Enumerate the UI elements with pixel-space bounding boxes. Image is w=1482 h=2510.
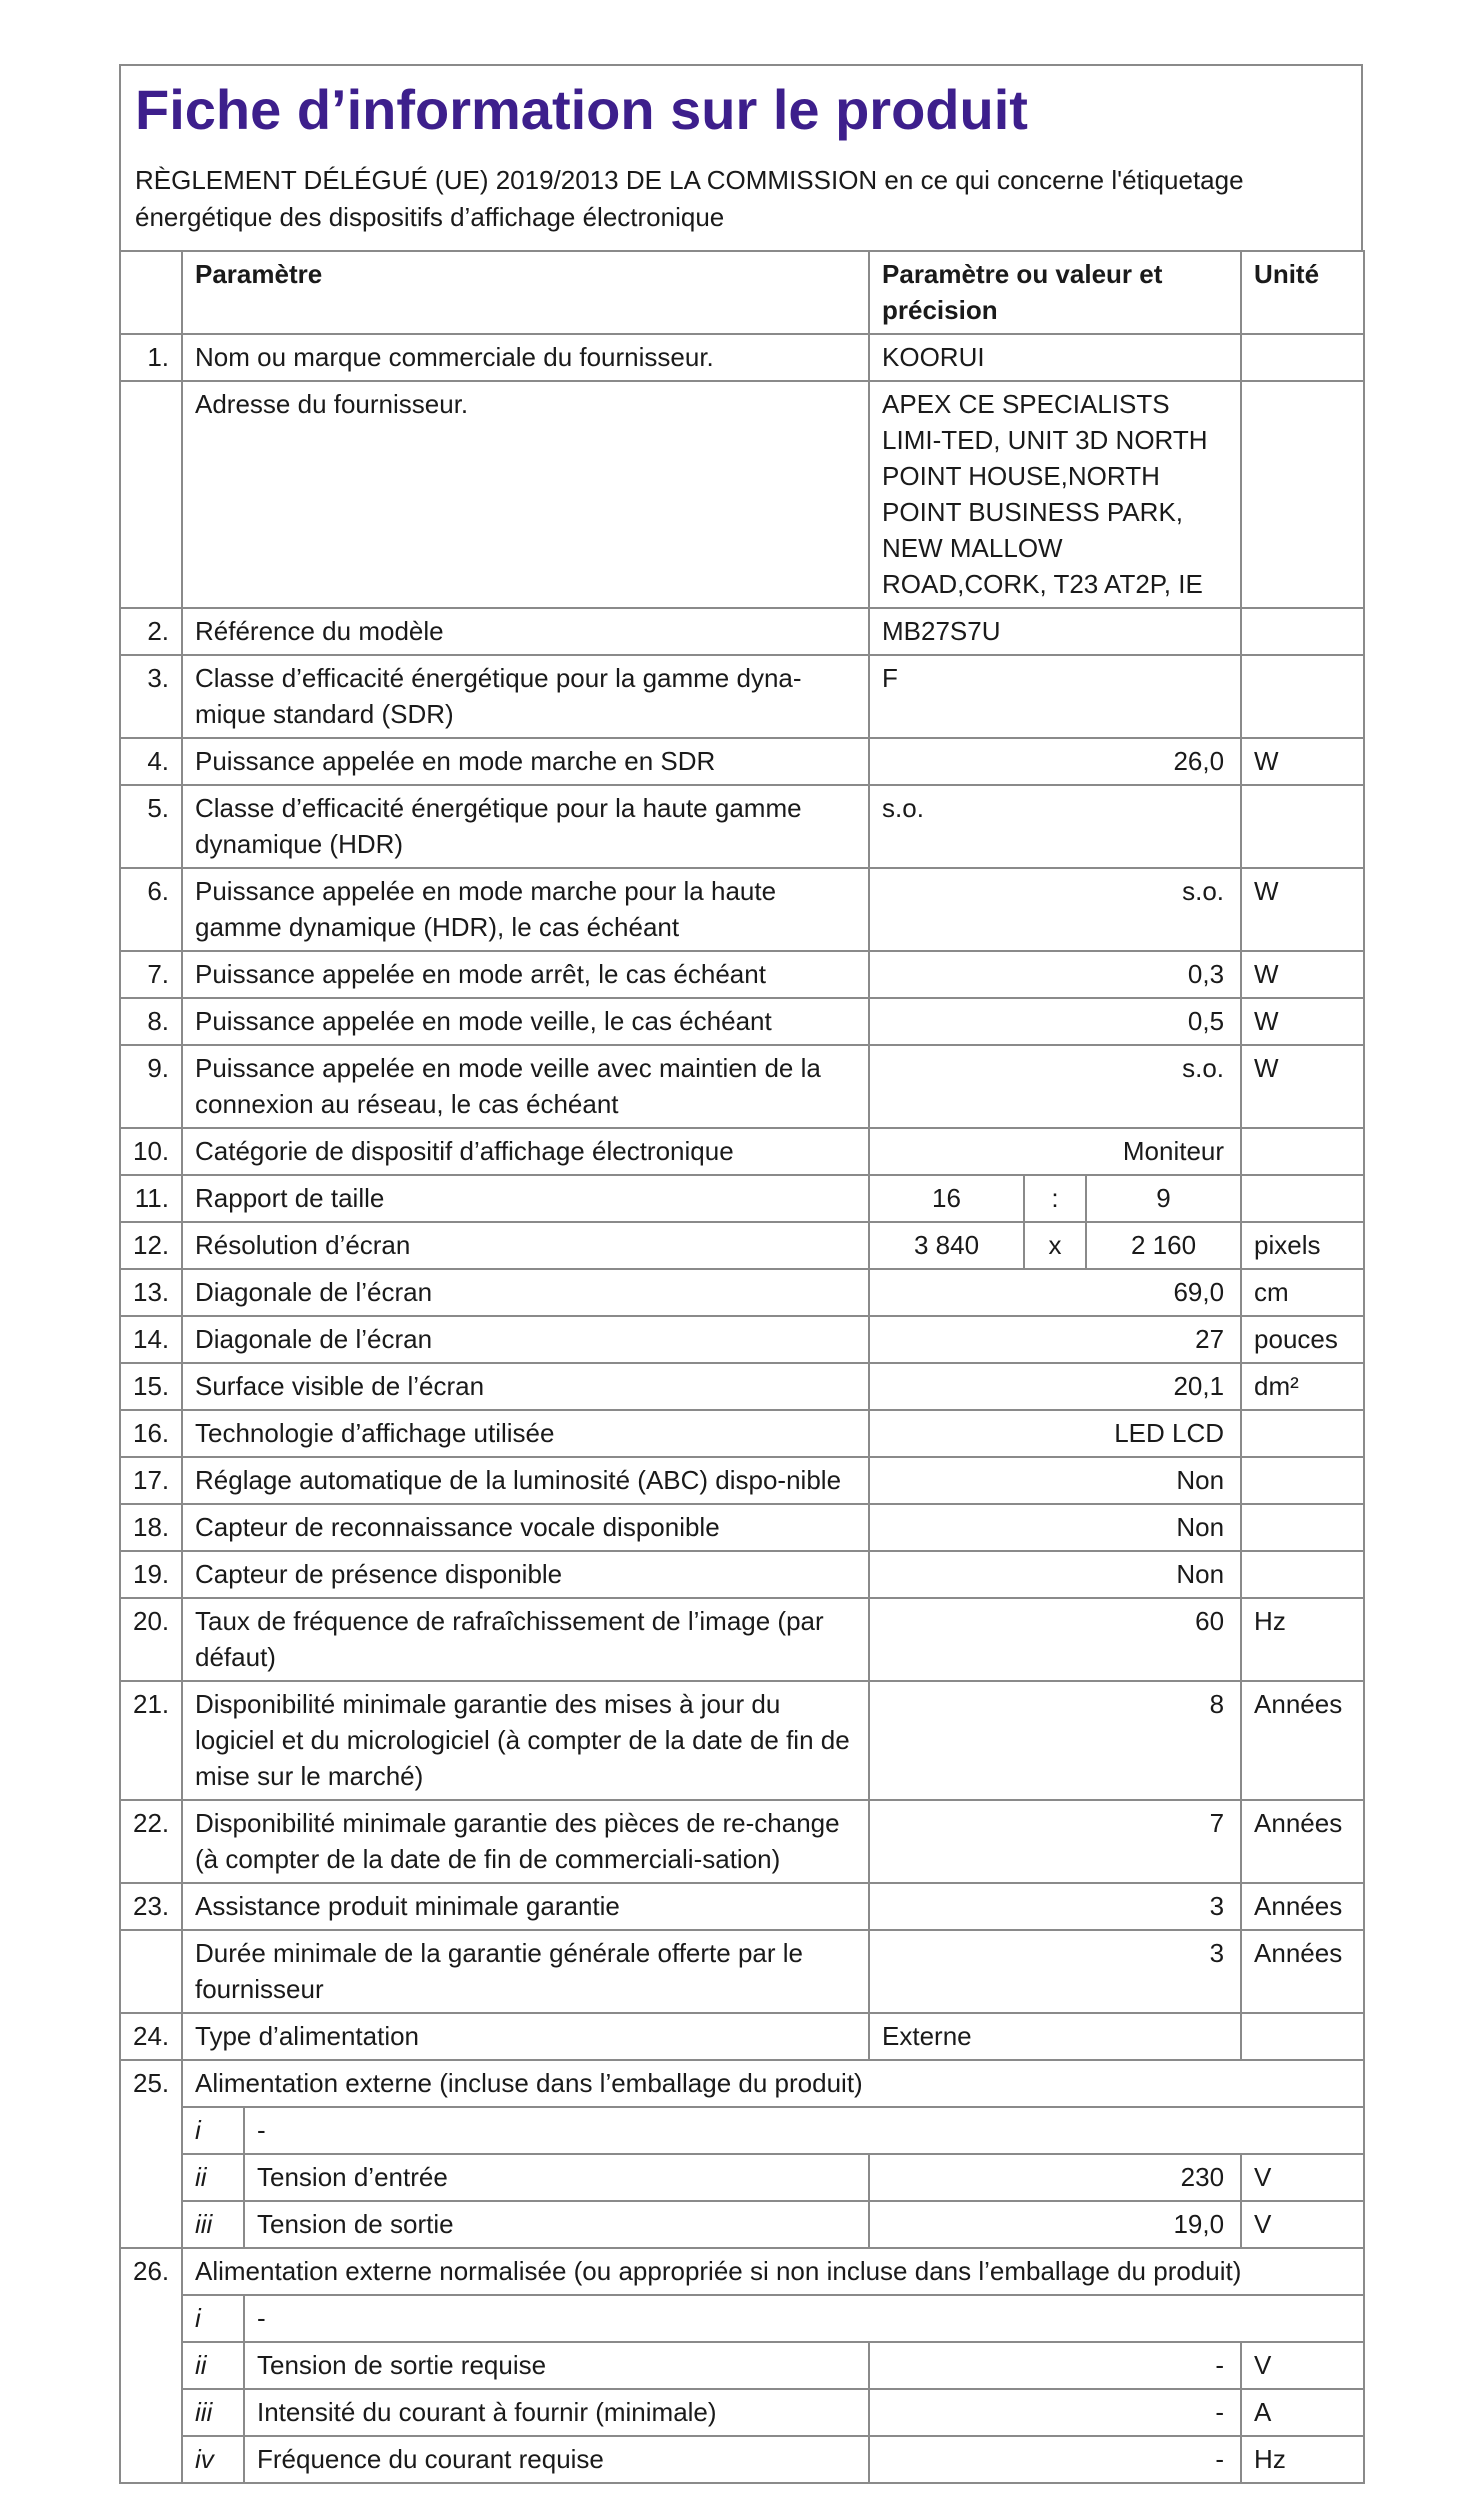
row-number-empty xyxy=(120,2436,182,2483)
row-number: 2. xyxy=(120,608,182,655)
row-number: 26. xyxy=(120,2248,182,2295)
subrow-value: - xyxy=(869,2436,1241,2483)
row-number: 18. xyxy=(120,1504,182,1551)
row-number: 5. xyxy=(120,785,182,868)
row-value: s.o. xyxy=(869,1045,1241,1128)
table-row xyxy=(120,951,1364,998)
header-num-cell xyxy=(120,251,182,334)
row-value: APEX CE SPECIALISTS LIMI-TED, UNIT 3D NORTH POINT HOUSE,NORTH POINT BUSINESS PARK, NEW MALLOW ROAD,CORK, T23 AT2P, IE xyxy=(869,381,1241,608)
row-value: 27 xyxy=(869,1316,1241,1363)
row-number: 16. xyxy=(120,1410,182,1457)
row-number: 22. xyxy=(120,1800,182,1883)
row-unit: pixels xyxy=(1241,1222,1364,1269)
row-parameter: Puissance appelée en mode marche pour la haute gamme dynamique (HDR), le cas échéant xyxy=(182,868,869,951)
row-number: 23. xyxy=(120,1883,182,1930)
subrow-unit: V xyxy=(1241,2342,1364,2389)
row-unit: Années xyxy=(1241,1681,1364,1800)
row-value: s.o. xyxy=(869,868,1241,951)
table-subrow xyxy=(120,2342,1364,2389)
row-number-empty xyxy=(120,2154,182,2201)
table-row xyxy=(120,1175,1364,1222)
subrow-index: iii xyxy=(182,2389,244,2436)
row-value: 0,3 xyxy=(869,951,1241,998)
col-header-unit: Unité xyxy=(1241,251,1364,334)
page-title: Fiche d’information sur le produit xyxy=(135,78,1028,141)
subrow-parameter: - xyxy=(244,2295,1364,2342)
row-value-separator: x xyxy=(1024,1222,1086,1269)
row-unit: W xyxy=(1241,951,1364,998)
row-value: 20,1 xyxy=(869,1363,1241,1410)
col-header-param: Paramètre xyxy=(182,251,869,334)
subrow-unit: V xyxy=(1241,2201,1364,2248)
row-number xyxy=(120,381,182,608)
row-number: 6. xyxy=(120,868,182,951)
row-unit: W xyxy=(1241,738,1364,785)
row-parameter: Classe d’efficacité énergétique pour la haute gamme dynamique (HDR) xyxy=(182,785,869,868)
table-row xyxy=(120,1598,1364,1681)
row-value: 3 xyxy=(869,1930,1241,2013)
row-parameter: Puissance appelée en mode arrêt, le cas échéant xyxy=(182,951,869,998)
row-value: Non xyxy=(869,1504,1241,1551)
row-value: Non xyxy=(869,1457,1241,1504)
row-value: KOORUI xyxy=(869,334,1241,381)
table-body xyxy=(120,251,1364,2483)
row-parameter: Classe d’efficacité énergétique pour la gamme dyna-mique standard (SDR) xyxy=(182,655,869,738)
subrow-parameter: - xyxy=(244,2107,1364,2154)
subrow-value: 230 xyxy=(869,2154,1241,2201)
subrow-value: - xyxy=(869,2389,1241,2436)
subrow-index: i xyxy=(182,2295,244,2342)
row-value: LED LCD xyxy=(869,1410,1241,1457)
row-number: 12. xyxy=(120,1222,182,1269)
row-value: 60 xyxy=(869,1598,1241,1681)
table-row xyxy=(120,1316,1364,1363)
row-unit xyxy=(1241,1504,1364,1551)
row-parameter: Alimentation externe (incluse dans l’emballage du produit) xyxy=(182,2060,1364,2107)
row-number: 17. xyxy=(120,1457,182,1504)
subrow-parameter: Tension de sortie xyxy=(244,2201,869,2248)
table-subrow xyxy=(120,2295,1364,2342)
regulation-subtitle: RÈGLEMENT DÉLÉGUÉ (UE) 2019/2013 DE LA COMMISSION en ce qui concerne l'étiquetage énergétique des dispositifs d’affichage électronique xyxy=(135,165,1244,232)
row-parameter: Durée minimale de la garantie générale offerte par le fournisseur xyxy=(182,1930,869,2013)
row-number: 9. xyxy=(120,1045,182,1128)
row-unit: W xyxy=(1241,1045,1364,1128)
row-number xyxy=(120,1930,182,2013)
table-row xyxy=(120,1045,1364,1128)
row-unit xyxy=(1241,334,1364,381)
subrow-index: iii xyxy=(182,2201,244,2248)
row-number: 25. xyxy=(120,2060,182,2107)
table-subrow xyxy=(120,2107,1364,2154)
row-number-empty xyxy=(120,2107,182,2154)
row-value-separator: : xyxy=(1024,1175,1086,1222)
row-parameter: Nom ou marque commerciale du fournisseur. xyxy=(182,334,869,381)
table-row xyxy=(120,1269,1364,1316)
row-parameter: Alimentation externe normalisée (ou appropriée si non incluse dans l’emballage du produit) xyxy=(182,2248,1364,2295)
row-number: 20. xyxy=(120,1598,182,1681)
table-row xyxy=(120,868,1364,951)
subrow-unit: Hz xyxy=(1241,2436,1364,2483)
row-number: 10. xyxy=(120,1128,182,1175)
row-unit xyxy=(1241,1128,1364,1175)
row-number: 4. xyxy=(120,738,182,785)
table-row xyxy=(120,1363,1364,1410)
table-subrow xyxy=(120,2436,1364,2483)
sheet-header xyxy=(119,64,1363,250)
table-row xyxy=(120,608,1364,655)
row-unit: W xyxy=(1241,998,1364,1045)
row-parameter: Surface visible de l’écran xyxy=(182,1363,869,1410)
table-subrow xyxy=(120,2154,1364,2201)
row-unit xyxy=(1241,2013,1364,2060)
row-number: 24. xyxy=(120,2013,182,2060)
row-parameter: Référence du modèle xyxy=(182,608,869,655)
subrow-parameter: Fréquence du courant requise xyxy=(244,2436,869,2483)
row-parameter: Taux de fréquence de rafraîchissement de l’image (par défaut) xyxy=(182,1598,869,1681)
table-row-group-header xyxy=(120,2248,1364,2295)
subrow-index: ii xyxy=(182,2154,244,2201)
row-parameter: Rapport de taille xyxy=(182,1175,869,1222)
table-row xyxy=(120,785,1364,868)
row-unit xyxy=(1241,655,1364,738)
row-value: Non xyxy=(869,1551,1241,1598)
row-value: 26,0 xyxy=(869,738,1241,785)
row-parameter: Adresse du fournisseur. xyxy=(182,381,869,608)
table-subrow xyxy=(120,2389,1364,2436)
row-number: 13. xyxy=(120,1269,182,1316)
row-number: 21. xyxy=(120,1681,182,1800)
row-parameter: Disponibilité minimale garantie des pièces de re-change (à compter de la date de fin de commerciali-sation) xyxy=(182,1800,869,1883)
table-row xyxy=(120,334,1364,381)
subrow-unit: A xyxy=(1241,2389,1364,2436)
subrow-index: i xyxy=(182,2107,244,2154)
row-unit: pouces xyxy=(1241,1316,1364,1363)
row-value: 8 xyxy=(869,1681,1241,1800)
row-number: 3. xyxy=(120,655,182,738)
row-parameter: Catégorie de dispositif d’affichage électronique xyxy=(182,1128,869,1175)
row-value-second: 9 xyxy=(1086,1175,1241,1222)
row-unit xyxy=(1241,1410,1364,1457)
row-value: 69,0 xyxy=(869,1269,1241,1316)
row-value: Externe xyxy=(869,2013,1241,2060)
row-parameter: Diagonale de l’écran xyxy=(182,1269,869,1316)
row-number: 1. xyxy=(120,334,182,381)
row-parameter: Type d’alimentation xyxy=(182,2013,869,2060)
table-row xyxy=(120,1883,1364,1930)
table-row xyxy=(120,1681,1364,1800)
row-value-second: 2 160 xyxy=(1086,1222,1241,1269)
table-row xyxy=(120,738,1364,785)
row-parameter: Puissance appelée en mode veille, le cas échéant xyxy=(182,998,869,1045)
row-parameter: Assistance produit minimale garantie xyxy=(182,1883,869,1930)
row-value: 0,5 xyxy=(869,998,1241,1045)
row-parameter: Puissance appelée en mode veille avec maintien de la connexion au réseau, le cas échéant xyxy=(182,1045,869,1128)
row-number: 15. xyxy=(120,1363,182,1410)
row-value-first: 16 xyxy=(869,1175,1024,1222)
table-row xyxy=(120,655,1364,738)
subrow-value: 19,0 xyxy=(869,2201,1241,2248)
row-unit xyxy=(1241,1457,1364,1504)
row-parameter: Technologie d’affichage utilisée xyxy=(182,1410,869,1457)
subrow-parameter: Tension d’entrée xyxy=(244,2154,869,2201)
row-parameter: Disponibilité minimale garantie des mises à jour du logiciel et du micrologiciel (à compter de la date de fin de mise sur le marché) xyxy=(182,1681,869,1800)
row-number-empty xyxy=(120,2201,182,2248)
row-value: MB27S7U xyxy=(869,608,1241,655)
row-number: 8. xyxy=(120,998,182,1045)
row-parameter: Réglage automatique de la luminosité (ABC) dispo-nible xyxy=(182,1457,869,1504)
table-row xyxy=(120,1457,1364,1504)
table-row-group-header xyxy=(120,2060,1364,2107)
row-parameter: Puissance appelée en mode marche en SDR xyxy=(182,738,869,785)
row-number: 7. xyxy=(120,951,182,998)
row-unit xyxy=(1241,381,1364,608)
row-value: Moniteur xyxy=(869,1128,1241,1175)
row-value: 7 xyxy=(869,1800,1241,1883)
row-parameter: Capteur de présence disponible xyxy=(182,1551,869,1598)
product-info-sheet xyxy=(119,64,1363,2484)
row-unit xyxy=(1241,1551,1364,1598)
subrow-parameter: Tension de sortie requise xyxy=(244,2342,869,2389)
table-row xyxy=(120,1504,1364,1551)
row-unit: dm² xyxy=(1241,1363,1364,1410)
subrow-index: ii xyxy=(182,2342,244,2389)
col-header-value: Paramètre ou valeur et précision xyxy=(869,251,1241,334)
table-row xyxy=(120,1222,1364,1269)
row-unit xyxy=(1241,1175,1364,1222)
subrow-value: - xyxy=(869,2342,1241,2389)
row-value: F xyxy=(869,655,1241,738)
table-subrow xyxy=(120,2201,1364,2248)
row-unit: Années xyxy=(1241,1800,1364,1883)
row-number: 14. xyxy=(120,1316,182,1363)
subrow-parameter: Intensité du courant à fournir (minimale) xyxy=(244,2389,869,2436)
row-value: 3 xyxy=(869,1883,1241,1930)
table-row xyxy=(120,998,1364,1045)
table-row xyxy=(120,1930,1364,2013)
subrow-unit: V xyxy=(1241,2154,1364,2201)
row-unit: Hz xyxy=(1241,1598,1364,1681)
row-number: 11. xyxy=(120,1175,182,1222)
row-unit: Années xyxy=(1241,1883,1364,1930)
row-unit xyxy=(1241,608,1364,655)
row-unit: Années xyxy=(1241,1930,1364,2013)
table-row xyxy=(120,1128,1364,1175)
row-number: 19. xyxy=(120,1551,182,1598)
row-unit: cm xyxy=(1241,1269,1364,1316)
table-row xyxy=(120,1800,1364,1883)
row-parameter: Résolution d’écran xyxy=(182,1222,869,1269)
row-value: s.o. xyxy=(869,785,1241,868)
subrow-index: iv xyxy=(182,2436,244,2483)
table-row xyxy=(120,381,1364,608)
table-header-row xyxy=(120,251,1364,334)
table-row xyxy=(120,1551,1364,1598)
table-row xyxy=(120,2013,1364,2060)
row-parameter: Capteur de reconnaissance vocale disponible xyxy=(182,1504,869,1551)
table-row xyxy=(120,1410,1364,1457)
row-number-empty xyxy=(120,2389,182,2436)
row-unit: W xyxy=(1241,868,1364,951)
row-number-empty xyxy=(120,2295,182,2342)
row-number-empty xyxy=(120,2342,182,2389)
row-unit xyxy=(1241,785,1364,868)
row-parameter: Diagonale de l’écran xyxy=(182,1316,869,1363)
product-table xyxy=(119,250,1365,2484)
row-value-first: 3 840 xyxy=(869,1222,1024,1269)
